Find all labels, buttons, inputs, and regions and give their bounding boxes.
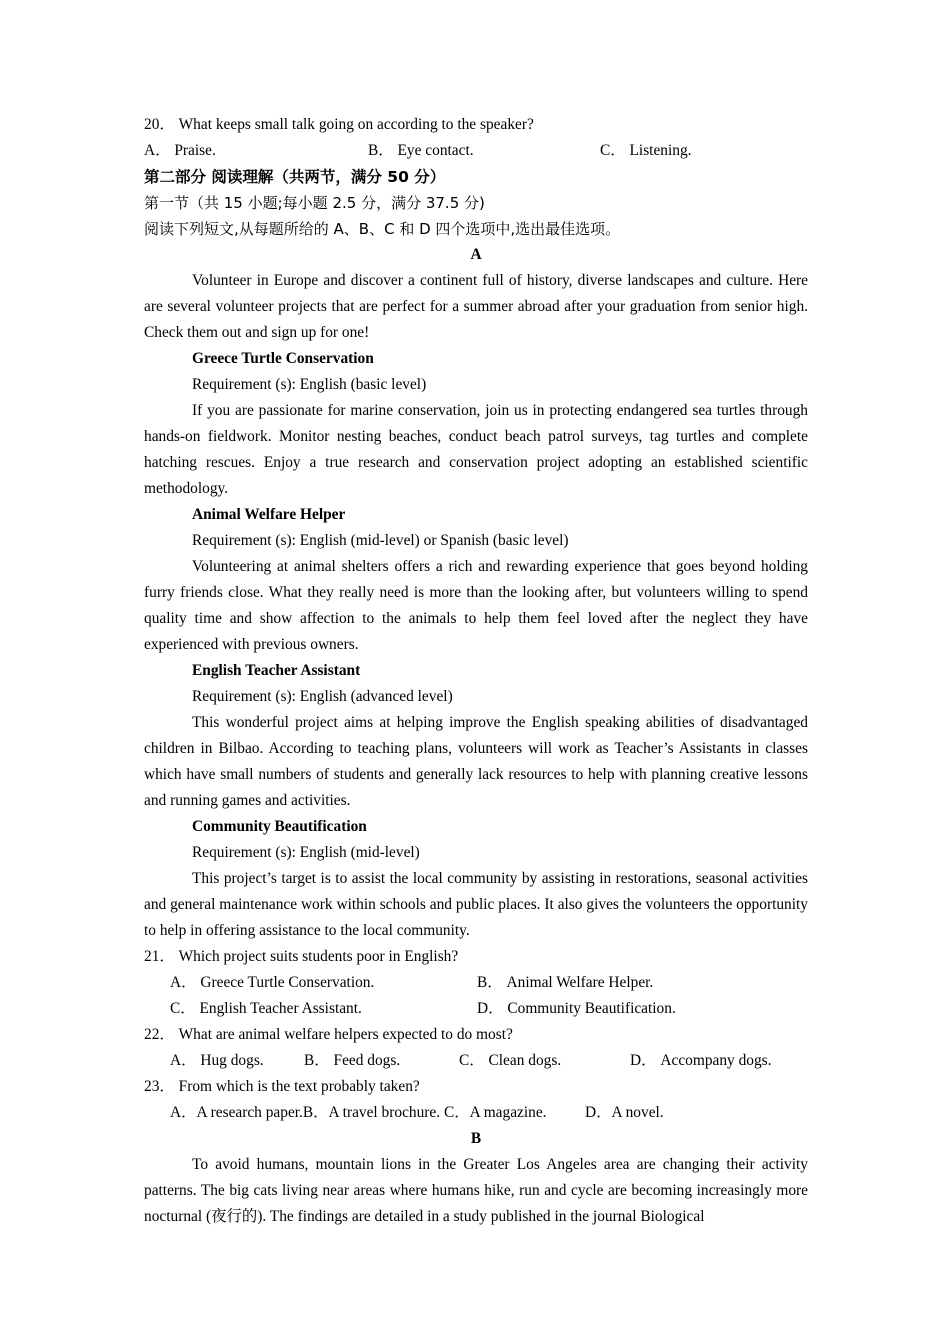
option-d-text: Community Beautification. [507,1000,676,1017]
project-4-title: Community Beautification [192,818,367,835]
question-23-line [144,1074,808,1100]
option-c-text: Listening. [629,142,692,159]
passage-b-label: B [470,1130,482,1147]
option-a-letter: A． [144,142,171,159]
option-c[interactable] [170,996,362,1022]
project-1-title: Greece Turtle Conservation [192,350,374,367]
reading-instruction: 阅读下列短文,从每题所给的 A、B、C 和 D 四个选项中,选出最佳选项。 [144,220,621,238]
option-c-text: Clean dogs. [488,1052,562,1069]
option-b-text: Animal Welfare Helper. [506,974,654,991]
option-c[interactable] [459,1048,561,1074]
question-21-options-row-2 [144,996,808,1022]
question-20-line [144,112,808,138]
option-b[interactable] [368,138,474,164]
option-a-text: Praise. [174,142,216,159]
option-a[interactable] [170,970,374,996]
project-2-title: Animal Welfare Helper [192,506,346,523]
passage-a-intro: Volunteer in Europe and discover a continent full of history, diverse landscapes and culture. Here are several volunteer projects that are perfect for a summer abroad after your graduation from senior high. Check them out and sign up for one! [144,272,808,341]
page-content [144,112,808,1230]
project-4-description: This project’s target is to assist the local community by assisting in restorations, seasonal activities and general maintenance work within schools and public places. It also gives the volunteers the opportunity to help in offering assistance to the local community. [144,870,808,939]
option-a[interactable] [144,138,216,164]
question-20-number: 20． [144,116,175,133]
question-23-options[interactable]: A．A research paper.B．A travel brochure. C．A magazine. D．A novel. [170,1104,664,1121]
option-c[interactable] [600,138,692,164]
option-b-text: Feed dogs. [333,1052,401,1069]
option-a-text: Greece Turtle Conservation. [200,974,375,991]
project-2-requirement: Requirement (s): English (mid-level) or Spanish (basic level) [192,532,569,549]
question-22-text: What are animal welfare helpers expected to do most? [178,1026,513,1043]
option-a-letter: A． [170,974,197,991]
option-c-letter: C． [170,1000,196,1017]
option-d-text: Accompany dogs. [660,1052,772,1069]
part-two-heading: 第二部分 阅读理解（共两节，满分 50 分） [144,168,446,186]
option-c-text: English Teacher Assistant. [199,1000,362,1017]
option-b[interactable] [477,970,653,996]
question-21-text: Which project suits students poor in English? [178,948,459,965]
question-21-number: 21． [144,948,175,965]
option-c-letter: C． [459,1052,485,1069]
option-b-text: Eye contact. [397,142,474,159]
project-1-requirement: Requirement (s): English (basic level) [192,376,427,393]
option-a-letter: A． [170,1052,197,1069]
passage-b-text: To avoid humans, mountain lions in the Greater Los Angeles area are changing their activity patterns. The big cats living near areas where humans hike, run and cycle are becoming increasingly more nocturnal (夜行的). The findings are detailed in a study published in the journal Biological [144,1156,808,1225]
section-one-heading: 第一节（共 15 小题;每小题 2.5 分，满分 37.5 分) [144,194,485,212]
project-3-requirement: Requirement (s): English (advanced level) [192,688,453,705]
option-d[interactable] [477,996,676,1022]
question-20-options [144,138,808,164]
question-20-text: What keeps small talk going on according to the speaker? [178,116,534,133]
option-d[interactable] [630,1048,772,1074]
option-b-letter: B． [304,1052,330,1069]
option-c-letter: C． [600,142,626,159]
project-3-description: This wonderful project aims at helping improve the English speaking abilities of disadvantaged children in Bilbao. According to teaching plans, volunteers will work as Teacher’s Assistants in classes which have small numbers of students and generally lack resources to help with planning creative lessons and running games and activities. [144,714,808,809]
option-a-text: Hug dogs. [200,1052,264,1069]
option-b-letter: B． [477,974,503,991]
option-a[interactable] [170,1048,264,1074]
question-23-text: From which is the text probably taken? [178,1078,420,1095]
option-d-letter: D． [477,1000,504,1017]
option-b[interactable] [304,1048,400,1074]
question-22-line [144,1022,808,1048]
project-2-description: Volunteering at animal shelters offers a rich and rewarding experience that goes beyond holding furry friends close. What they really need is more than the looking after, but volunteers willing to spend quality time and show affection to the animals to help them feel loved after the neglect they have experienced with previous owners. [144,558,808,653]
option-d-letter: D． [630,1052,657,1069]
project-3-title: English Teacher Assistant [192,662,361,679]
question-21-line [144,944,808,970]
question-22-number: 22． [144,1026,175,1043]
project-1-description: If you are passionate for marine conservation, join us in protecting endangered sea turtles through hands-on fieldwork. Monitor nesting beaches, conduct beach patrol surveys, tag turtles and complete hatching rescues. Enjoy a true research and conservation project adopting an established scientific methodology. [144,402,808,497]
option-b-letter: B． [368,142,394,159]
question-22-options [144,1048,808,1074]
question-21-options-row-1 [144,970,808,996]
question-23-number: 23． [144,1078,175,1095]
project-4-requirement: Requirement (s): English (mid-level) [192,844,420,861]
passage-a-label: A [470,246,482,263]
